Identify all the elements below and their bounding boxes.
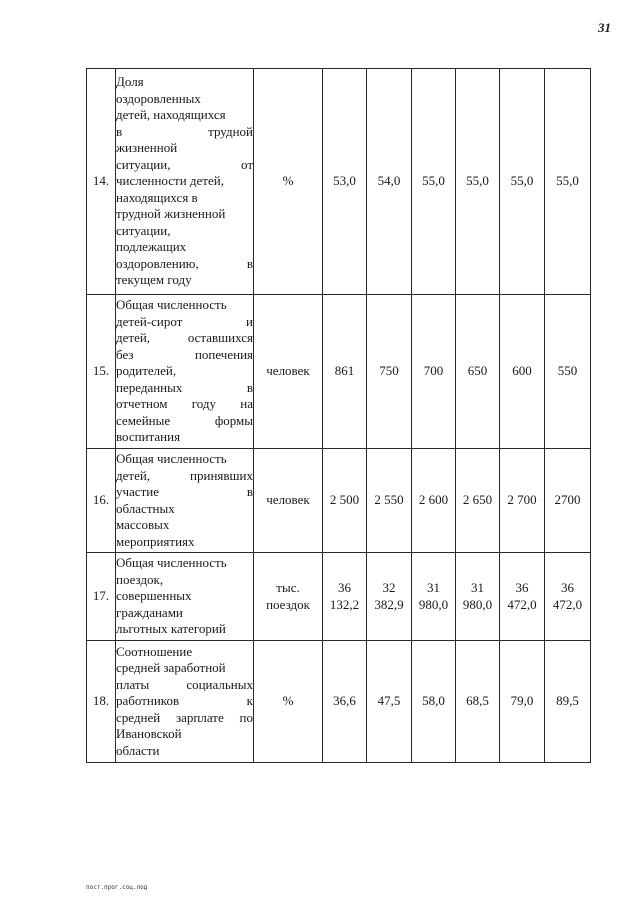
value-cell: 550 — [545, 295, 591, 449]
row-number: 14. — [87, 69, 116, 295]
indicator-name — [116, 69, 254, 295]
indicator-name-line: льготных категорий — [116, 621, 226, 637]
table-row — [87, 449, 591, 553]
indicator-name-line: переданных в — [116, 379, 253, 395]
unit-cell: человек — [254, 449, 323, 553]
indicator-name-line: работников к — [116, 693, 253, 709]
indicator-name-line: трудной жизненной — [116, 206, 226, 222]
indicator-name — [116, 449, 254, 553]
indicator-name-line: отчетном году на — [116, 396, 253, 412]
indicator-name-line: поездок, — [116, 571, 164, 587]
indicator-name — [116, 295, 254, 449]
unit-cell: человек — [254, 295, 323, 449]
indicator-name-line: Общая численность — [116, 451, 227, 466]
unit-cell: % — [254, 641, 323, 763]
indicator-name-line: детей-сирот и — [116, 313, 253, 329]
indicator-name-line: массовых — [116, 517, 170, 532]
indicator-name-line: области — [116, 742, 160, 758]
value-cell: 47,5 — [367, 641, 412, 763]
value-cell: 54,0 — [367, 69, 412, 295]
indicator-name-line: Ивановской — [116, 726, 182, 742]
value-cell: 31 980,0 — [456, 553, 500, 641]
indicator-name-line: оздоровлению, в — [116, 255, 253, 271]
table-row — [87, 69, 591, 295]
value-cell: 2 700 — [500, 449, 545, 553]
value-cell: 2 550 — [367, 449, 412, 553]
indicator-name-line: оздоровленных — [116, 90, 201, 106]
indicator-name-line: гражданами — [116, 604, 183, 620]
indicator-name-line: детей, оставшихся — [116, 330, 253, 346]
value-cell: 32 382,9 — [367, 553, 412, 641]
unit-cell: % — [254, 69, 323, 295]
indicator-name-line: средней заработной — [116, 660, 226, 676]
indicator-name — [116, 641, 254, 763]
value-cell: 68,5 — [456, 641, 500, 763]
indicator-name-line: Соотношение — [116, 643, 193, 659]
value-cell: 2 650 — [456, 449, 500, 553]
indicator-name-line: платы социальных — [116, 676, 253, 692]
table-row — [87, 641, 591, 763]
unit-cell: тыс. поездок — [254, 553, 323, 641]
value-cell: 700 — [412, 295, 456, 449]
indicator-name-line: областных — [116, 500, 175, 516]
indicator-name-line: ситуации, — [116, 222, 171, 238]
value-cell: 650 — [456, 295, 500, 449]
indicator-name-line: без попечения — [116, 346, 253, 362]
indicator-name-line: в трудной — [116, 123, 253, 139]
value-cell: 79,0 — [500, 641, 545, 763]
indicator-name-line: участие в — [116, 484, 253, 499]
value-cell: 89,5 — [545, 641, 591, 763]
value-cell: 55,0 — [545, 69, 591, 295]
table-row — [87, 295, 591, 449]
indicator-name-line: средней зарплате по — [116, 709, 253, 725]
value-cell: 2 600 — [412, 449, 456, 553]
row-number: 16. — [87, 449, 116, 553]
value-cell: 31 980,0 — [412, 553, 456, 641]
value-cell: 600 — [500, 295, 545, 449]
indicator-name-line: семейные формы — [116, 412, 253, 428]
value-cell: 861 — [323, 295, 367, 449]
indicator-name-line: находящихся в — [116, 189, 198, 205]
indicator-name-line: совершенных — [116, 588, 192, 604]
page-number: 31 — [598, 20, 611, 35]
value-cell: 36 472,0 — [545, 553, 591, 641]
indicator-name-line: Общая численность — [116, 555, 227, 571]
value-cell: 55,0 — [500, 69, 545, 295]
indicator-name-line: жизненной — [116, 140, 178, 156]
indicators-table — [86, 68, 591, 763]
value-cell: 36 132,2 — [323, 553, 367, 641]
indicator-name-line: воспитания — [116, 429, 181, 445]
value-cell: 55,0 — [412, 69, 456, 295]
row-number: 15. — [87, 295, 116, 449]
indicator-name-line: Общая численность — [116, 297, 227, 313]
indicator-name-line: текущем году — [116, 272, 192, 288]
value-cell: 36 472,0 — [500, 553, 545, 641]
row-number: 18. — [87, 641, 116, 763]
indicator-name-line: ситуации, от — [116, 156, 253, 172]
indicator-name-line: численности детей, — [116, 173, 224, 189]
value-cell: 55,0 — [456, 69, 500, 295]
value-cell: 2 500 — [323, 449, 367, 553]
indicator-name-line: мероприятиях — [116, 533, 195, 549]
indicator-name-line: детей, принявших — [116, 467, 253, 483]
indicator-name — [116, 553, 254, 641]
indicator-name-line: детей, находящихся — [116, 107, 226, 123]
indicator-name-line: Доля — [116, 74, 144, 90]
footer-filename: пост.прог.соц.под — [86, 884, 148, 891]
value-cell: 2700 — [545, 449, 591, 553]
indicator-name-line: родителей, — [116, 363, 177, 379]
value-cell: 58,0 — [412, 641, 456, 763]
table-row — [87, 553, 591, 641]
row-number: 17. — [87, 553, 116, 641]
value-cell: 36,6 — [323, 641, 367, 763]
value-cell: 53,0 — [323, 69, 367, 295]
value-cell: 750 — [367, 295, 412, 449]
indicator-name-line: подлежащих — [116, 239, 187, 255]
